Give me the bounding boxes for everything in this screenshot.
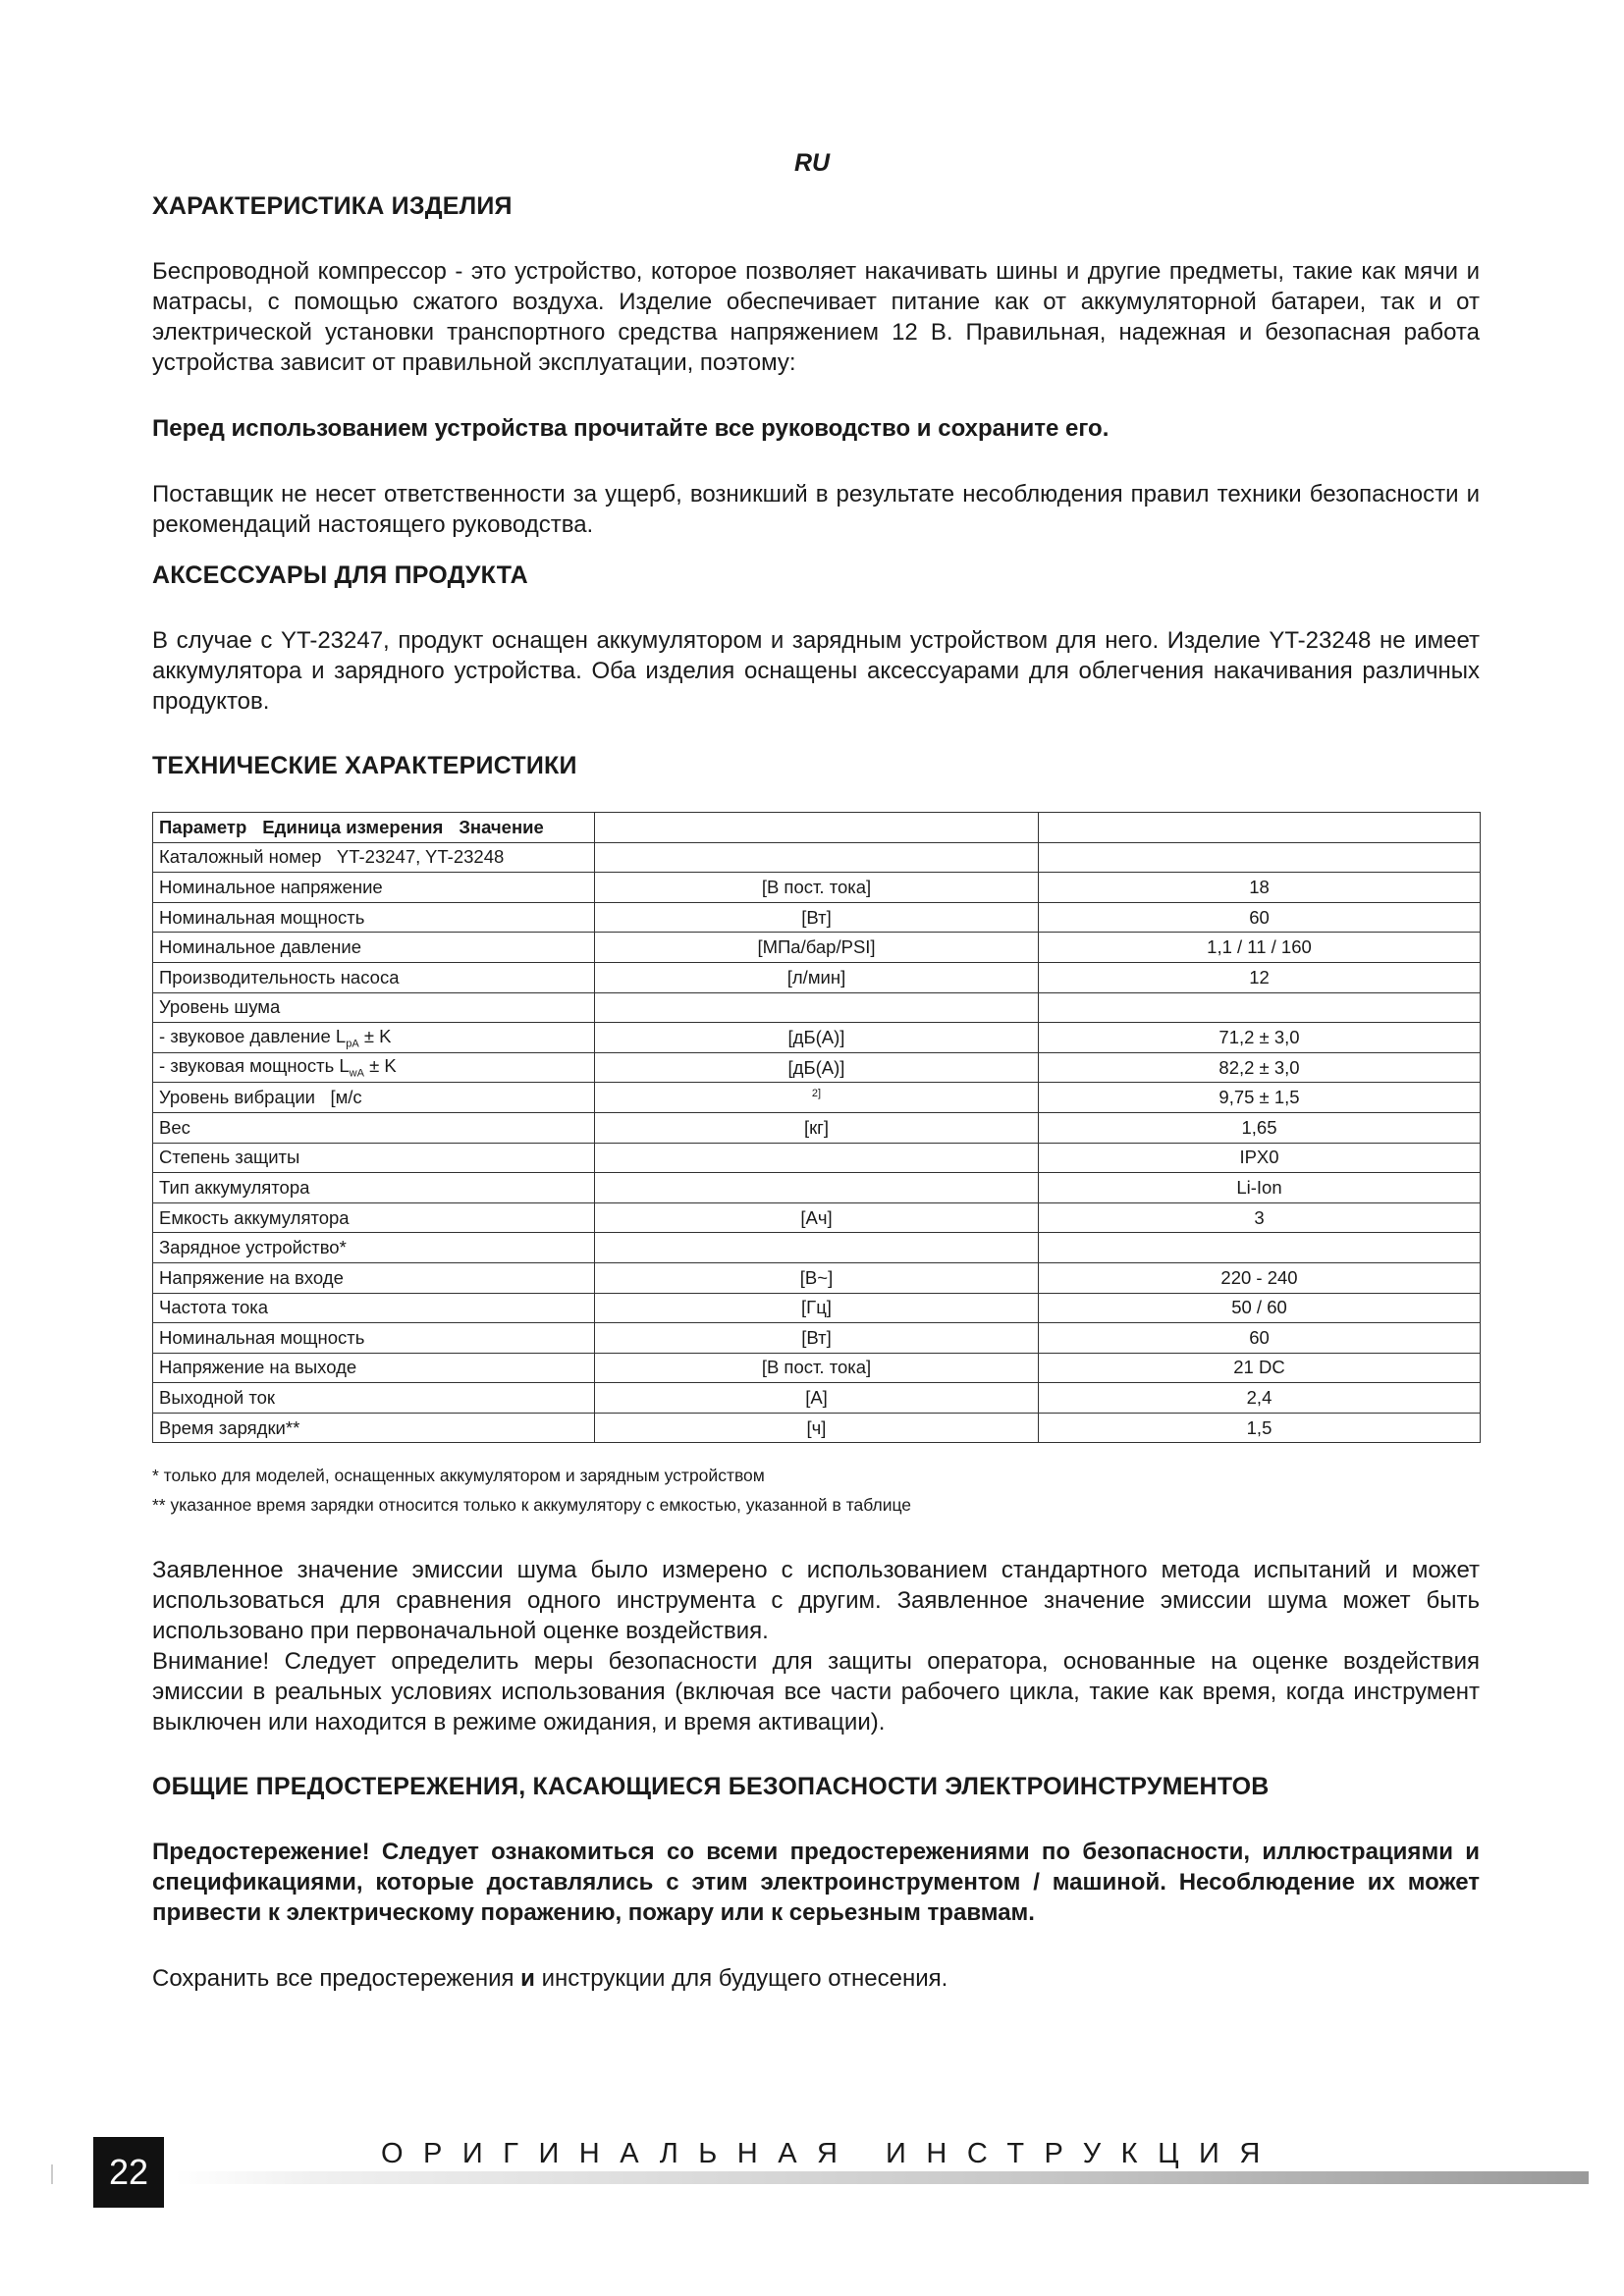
accessories-text: В случае с YT-23247, продукт оснащен аккумулятором и зарядным устройством для него. Изделие YT-23248 не имеет аккумулятора и зарядного устройства. Оба изделия оснащены аксессуарами для облегчения накачивания различных продуктов. [152, 627, 1480, 715]
table-row: Номинальное давление [МПа/бар/PSI] 1,1 / 11 / 160 [153, 933, 1481, 963]
table-row: Номинальная мощность [Вт] 60 [153, 1323, 1481, 1354]
header-unit: Единица измерения [262, 816, 444, 837]
noise-emission-text: Заявленное значение эмиссии шума было измерено с использованием стандартного метода испытаний и может использоваться для сравнения одного инструмента с другим. Заявленное значение эмиссии шума может быть использовано при первоначальной оценке воздействия. [152, 1557, 1480, 1645]
read-manual-warning: Перед использованием устройства прочитайте все руководство и сохраните его. [152, 415, 1110, 442]
footer-title: ОРИГИНАЛЬНАЯ ИНСТРУКЦИЯ [381, 2138, 1280, 2169]
table-row: Частота тока [Гц] 50 / 60 [153, 1293, 1481, 1323]
attention-text: Внимание! Следует определить меры безопасности для защиты оператора, основанные на оценке воздействия эмиссии в реальных условиях использования (включая все части рабочего цикла, такие как время, когда инструмент выключен или находится в режиме ожидания, и время активации). [152, 1648, 1480, 1736]
table-row: Выходной ток [A] 2,4 [153, 1383, 1481, 1414]
table-row: Степень защиты IPX0 [153, 1143, 1481, 1173]
section-title-safety: ОБЩИЕ ПРЕДОСТЕРЕЖЕНИЯ, КАСАЮЩИЕСЯ БЕЗОПАСНОСТИ ЭЛЕКТРОИНСТРУМЕНТОВ [152, 1773, 1270, 1801]
table-row: Напряжение на входе [В~] 220 - 240 [153, 1262, 1481, 1293]
table-row: Напряжение на выходе [В пост. тока] 21 DC [153, 1353, 1481, 1383]
section-title-accessories: АКСЕССУАРЫ ДЛЯ ПРОДУКТА [152, 561, 528, 589]
page-content [152, 192, 1480, 1994]
table-row: Тип аккумулятора Li-Ion [153, 1173, 1481, 1203]
table-row: - звуковое давление $L_{pA} \pm K$ [дБ(A)] 71,2 ± 3,0 [153, 1023, 1481, 1053]
table-row: Уровень вибрации [м/с $^{2]}$ 9,75 ± 1,5 [153, 1083, 1481, 1113]
safety-warning: Предостережение! Следует ознакомиться со всеми предостережениями по безопасности, иллюстрациями и спецификациями, которые доставлялись с этим электроинструментом / машиной. Несоблюдение их может привести к электрическому поражению, пожару или к серьезным травмам. [152, 1839, 1480, 1927]
table-row: Емкость аккумулятора [Ач] 3 [153, 1202, 1481, 1233]
table-row: Зарядное устройство* [153, 1233, 1481, 1263]
note-charger: * только для моделей, оснащенных аккумулятором и зарядным устройством [152, 1466, 765, 1486]
keep-instructions: Сохранить все предостережения и инструкции для будущего отнесения. [152, 1965, 948, 1993]
note-charge-time: ** указанное время зарядки относится только к аккумулятору с емкостью, указанной в таблице [152, 1495, 912, 1516]
table-row: Каталожный номер YT-23247, YT-23248 [153, 842, 1481, 873]
margin-mark [51, 2164, 53, 2184]
table-row: Производительность насоса [л/мин] 12 [153, 962, 1481, 992]
specs-table [152, 812, 1481, 1443]
table-header-row [153, 813, 1481, 843]
table-row: Уровень шума [153, 992, 1481, 1023]
header-param: Параметр [159, 816, 247, 837]
page-number: 22 [93, 2137, 164, 2208]
section-title-product: ХАРАКТЕРИСТИКА ИЗДЕЛИЯ [152, 192, 513, 220]
language-code: RU [793, 149, 831, 177]
table-notes [152, 1461, 1480, 1520]
footer-gradient-bar [175, 2171, 1589, 2184]
table-row: Номинальное напряжение [В пост. тока] 18 [153, 873, 1481, 903]
product-description: Беспроводной компрессор - это устройство, которое позволяет накачивать шины и другие предметы, такие как мячи и матрасы, с помощью сжатого воздуха. Изделие обеспечивает питание как от аккумуляторной батареи, так и от электрической установки транспортного средства напряжением 12 В. Правильная, надежная и безопасная работа устройства зависит от правильной эксплуатации, поэтому: [152, 258, 1480, 376]
table-row: Номинальная мощность [Вт] 60 [153, 902, 1481, 933]
table-row: - звуковая мощность $L_{wA} \pm K$ [дБ(A)] 82,2 ± 3,0 [153, 1052, 1481, 1083]
table-row: Вес [кг] 1,65 [153, 1112, 1481, 1143]
supplier-disclaimer: Поставщик не несет ответственности за ущерб, возникший в результате несоблюдения правил техники безопасности и рекомендаций настоящего руководства. [152, 481, 1480, 538]
table-row: Время зарядки** [ч] 1,5 [153, 1413, 1481, 1443]
section-title-specs: ТЕХНИЧЕСКИЕ ХАРАКТЕРИСТИКИ [152, 752, 577, 779]
header-value: Значение [459, 816, 544, 837]
